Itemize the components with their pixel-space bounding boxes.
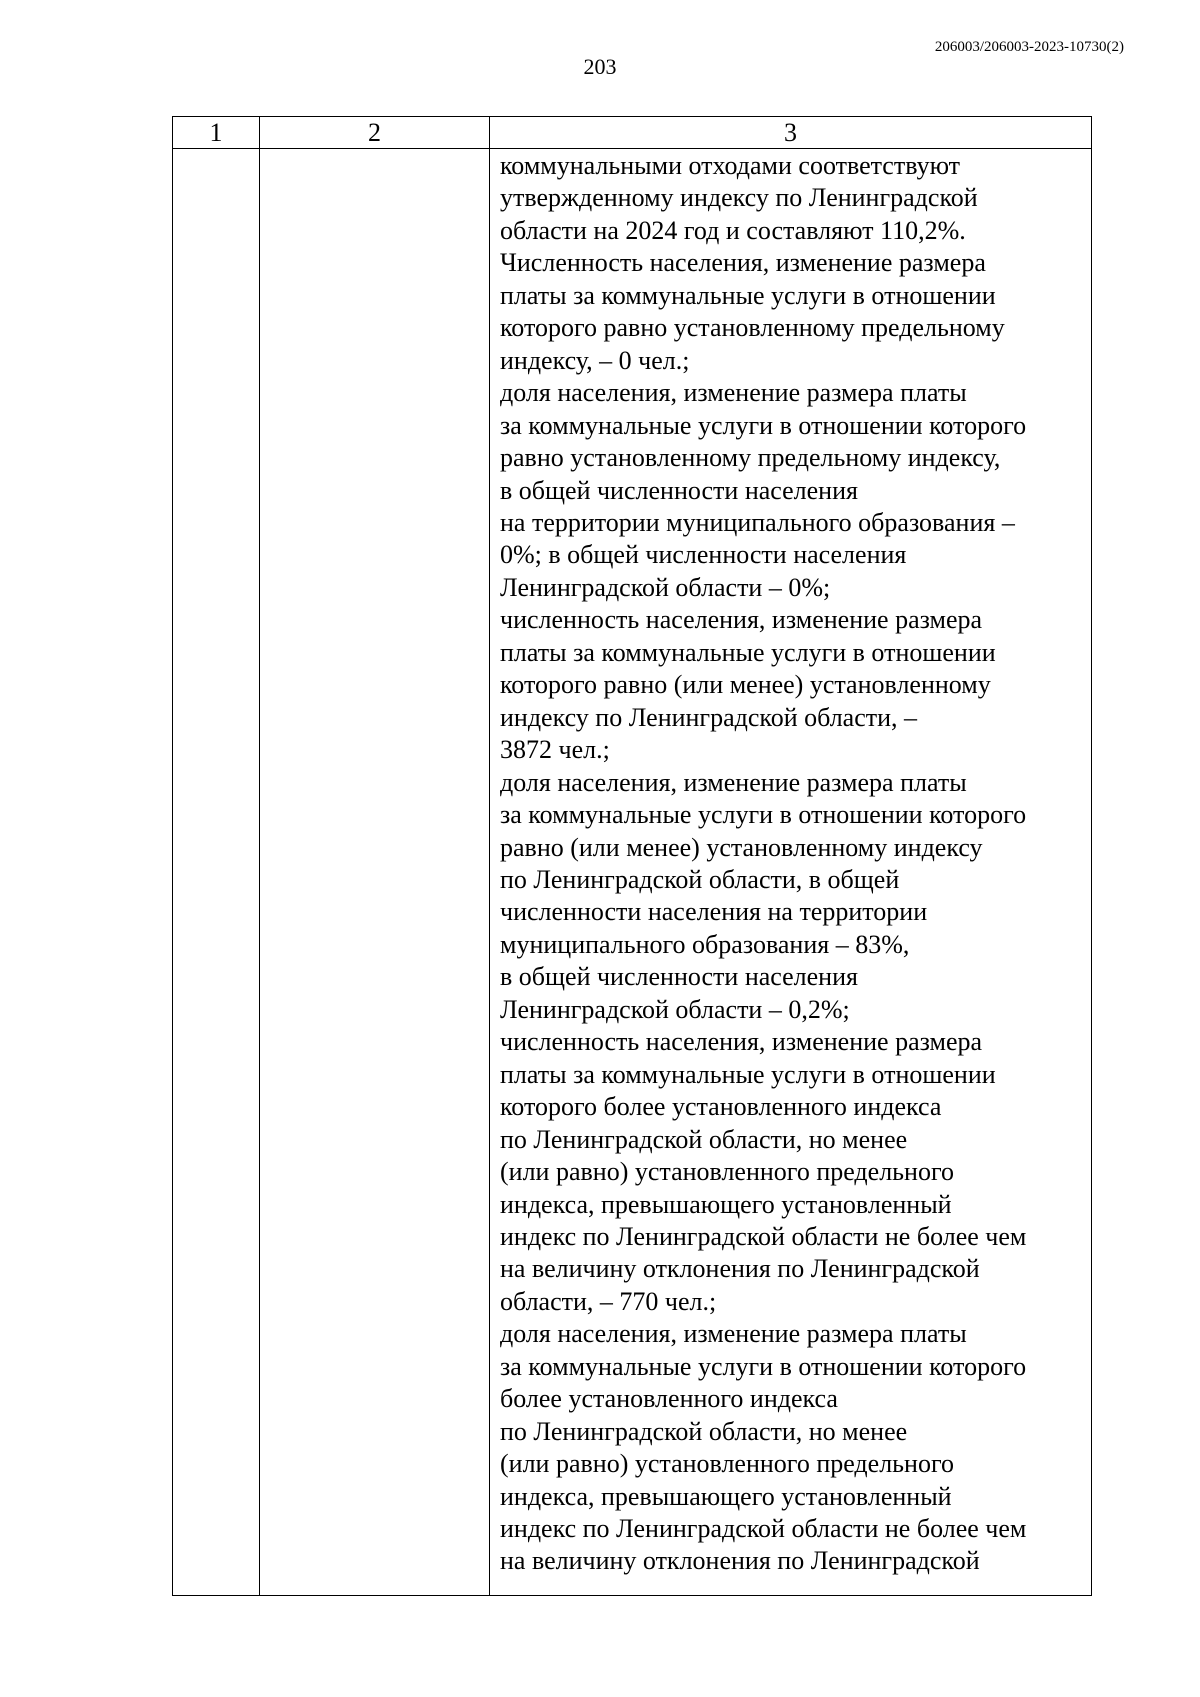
text-line: Ленинградской области – 0%; — [500, 572, 831, 602]
text-line: доля населения, изменение размера платы — [500, 378, 967, 408]
text-line: (или равно) установленного предельного — [500, 1157, 954, 1187]
text-line: коммунальными отходами соответствуют — [500, 151, 961, 180]
text-line: доля населения, изменение размера платы — [500, 1319, 967, 1349]
text-line: на величину отклонения по Ленинградской — [500, 1254, 980, 1284]
text-line: за коммунальные услуги в отношении которого — [500, 800, 1027, 830]
page-number: 203 — [583, 54, 617, 79]
text-line: в общей численности населения — [500, 475, 858, 505]
text-line: на величину отклонения по Ленинградской — [500, 1546, 980, 1576]
text-line: области на 2024 год и составляют 110,2%. — [500, 215, 966, 245]
text-line: области, – 770 чел.; — [500, 1286, 717, 1316]
table-cell-col3 — [490, 149, 1092, 1596]
text-line: индекс по Ленинградской области не более чем — [500, 1221, 1027, 1251]
text-line: по Ленинградской области, в общей — [500, 864, 900, 894]
text-line: в общей численности населения — [500, 962, 858, 992]
text-line: Ленинградской области – 0,2%; — [500, 994, 850, 1024]
text-line: доля населения, изменение размера платы — [500, 767, 967, 797]
main-table — [172, 116, 1092, 1596]
text-line: платы за коммунальные услуги в отношении — [500, 637, 996, 667]
text-line: 0%; в общей численности населения — [500, 540, 907, 570]
table-cell-col2 — [260, 149, 490, 1596]
text-line: за коммунальные услуги в отношении которого — [500, 1351, 1027, 1381]
text-line: равно установленному предельному индексу, — [500, 443, 1001, 473]
text-line: численность населения, изменение размера — [500, 1027, 983, 1057]
column-header-2: 2 — [260, 117, 490, 149]
text-line: по Ленинградской области, но менее — [500, 1416, 908, 1446]
text-line: численность населения, изменение размера — [500, 605, 983, 635]
text-line: более установленного индекса — [500, 1384, 838, 1414]
text-line: которого более установленного индекса — [500, 1092, 942, 1122]
cell-text-block — [500, 150, 1091, 1578]
document-id: 206003/206003-2023-10730(2) — [934, 39, 1124, 55]
text-line: индекса, превышающего установленный — [500, 1189, 952, 1219]
text-line: индекса, превышающего установленный — [500, 1481, 952, 1511]
text-line: утвержденному индексу по Ленинградской — [500, 183, 978, 213]
text-line: муниципального образования – 83%, — [500, 929, 910, 959]
text-line: индексу по Ленинградской области, – — [500, 702, 918, 732]
text-line: индексу, – 0 чел.; — [500, 345, 690, 375]
text-line: 3872 чел.; — [500, 735, 610, 765]
text-line: которого равно установленному предельному — [500, 313, 1005, 343]
text-line: которого равно (или менее) установленному — [500, 670, 991, 700]
text-line: Численность населения, изменение размера — [500, 248, 986, 278]
table-cell-col1 — [173, 149, 260, 1596]
text-line: платы за коммунальные услуги в отношении — [500, 280, 996, 310]
text-line: (или равно) установленного предельного — [500, 1449, 954, 1479]
text-line: индекс по Ленинградской области не более чем — [500, 1514, 1027, 1544]
column-header-1: 1 — [173, 117, 260, 149]
table-header-row — [173, 117, 1092, 149]
text-line: за коммунальные услуги в отношении которого — [500, 410, 1027, 440]
text-line: численности населения на территории — [500, 897, 928, 927]
column-header-3: 3 — [490, 117, 1092, 149]
text-line: платы за коммунальные услуги в отношении — [500, 1059, 996, 1089]
table-row — [173, 149, 1092, 1596]
text-line: равно (или менее) установленному индексу — [500, 832, 983, 862]
text-line: на территории муниципального образования – — [500, 507, 1015, 537]
text-line: по Ленинградской области, но менее — [500, 1124, 908, 1154]
